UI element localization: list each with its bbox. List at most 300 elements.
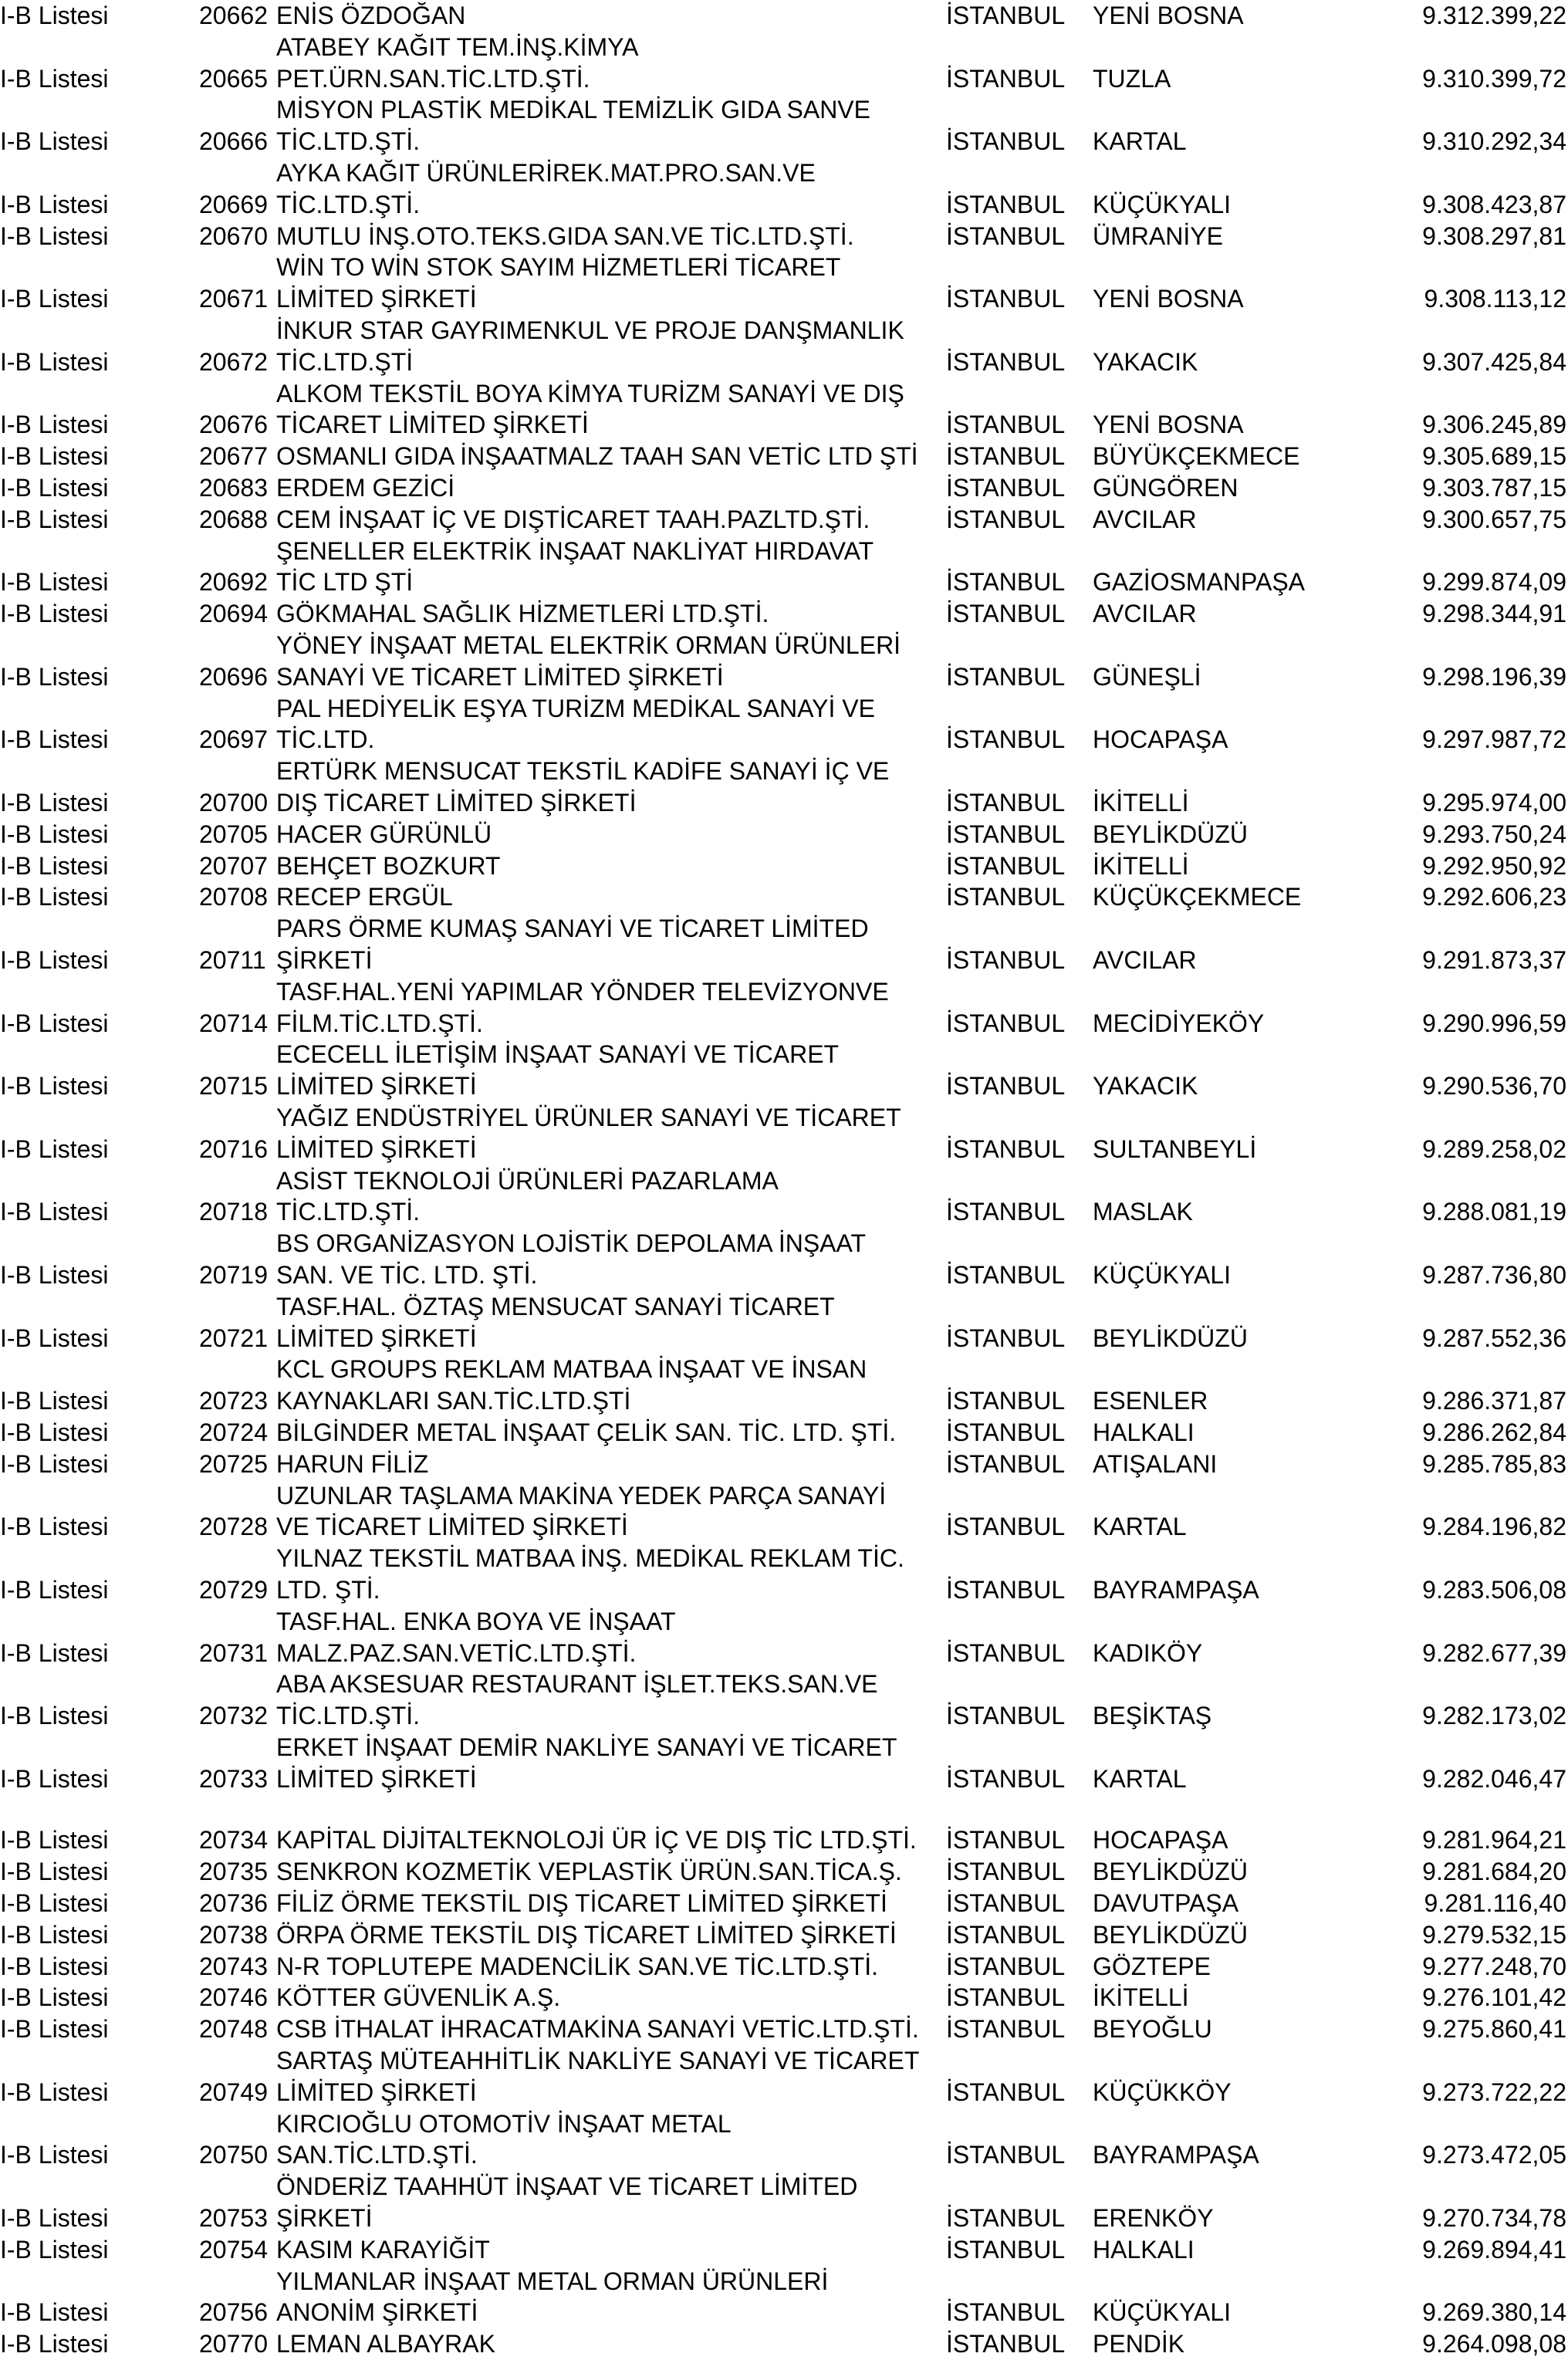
district-cell: GAZİOSMANPAŞA — [1093, 568, 1306, 597]
district-cell: KÜÇÜKÇEKMECE — [1093, 883, 1302, 911]
list-type-cell: I-B Listesi — [0, 1952, 109, 1980]
table-row — [0, 630, 1568, 693]
table-row — [0, 850, 1568, 882]
record-number-cell: 20721 — [199, 1324, 268, 1352]
table-row — [0, 157, 1568, 221]
city-cell: İSTANBUL — [946, 725, 1066, 754]
city-cell: İSTANBUL — [946, 2330, 1066, 2358]
list-type-cell: I-B Listesi — [0, 1198, 109, 1226]
list-type-cell: I-B Listesi — [0, 725, 109, 754]
city-cell: İSTANBUL — [946, 2141, 1066, 2169]
city-cell: İSTANBUL — [946, 1449, 1066, 1478]
company-name-line: VE TİCARET LİMİTED ŞİRKETİ — [276, 1513, 628, 1541]
company-name-line: ATABEY KAĞIT TEM.İNŞ.KİMYA — [276, 32, 639, 61]
amount-cell: 9.310.399,72 — [1422, 64, 1566, 93]
record-number-cell: 20670 — [199, 221, 268, 250]
company-name-line: ŞİRKETİ — [276, 2203, 373, 2232]
company-name-line: SANAYİ VE TİCARET LİMİTED ŞİRKETİ — [276, 662, 724, 691]
company-name-line: TİC.LTD. — [276, 725, 375, 754]
table-row — [0, 1982, 1568, 2013]
district-cell: KÜÇÜKYALI — [1093, 1260, 1232, 1289]
company-name-line: YILMANLAR İNŞAAT METAL ORMAN ÜRÜNLERİ — [276, 2267, 829, 2295]
district-cell: YENİ BOSNA — [1093, 2, 1244, 29]
record-number-cell: 20756 — [199, 2298, 268, 2327]
record-number-cell: 20749 — [199, 2078, 268, 2106]
district-cell: BEYOĞLU — [1093, 2015, 1212, 2044]
table-row — [0, 1919, 1568, 1951]
company-name-line: LİMİTED ŞİRKETİ — [276, 285, 477, 313]
company-name-line: LİMİTED ŞİRKETİ — [276, 1764, 477, 1793]
amount-cell: 9.288.081,19 — [1422, 1198, 1566, 1226]
district-cell: KADIKÖY — [1093, 1638, 1203, 1667]
list-type-cell: I-B Listesi — [0, 945, 109, 974]
amount-cell: 9.293.750,24 — [1422, 820, 1566, 848]
list-type-cell: I-B Listesi — [0, 64, 109, 93]
list-type-cell: I-B Listesi — [0, 568, 109, 597]
record-number-cell: 20677 — [199, 442, 268, 471]
company-name-line: ŞENELLER ELEKTRİK İNŞAAT NAKLİYAT HIRDAVAT — [276, 536, 874, 565]
list-type-cell: I-B Listesi — [0, 2078, 109, 2106]
company-name-line: ALKOM TEKSTİL BOYA KİMYA TURİZM SANAYİ VE DIŞ — [276, 379, 904, 407]
table-row — [0, 221, 1568, 252]
list-type-cell: I-B Listesi — [0, 442, 109, 471]
district-cell: BEYLİKDÜZÜ — [1093, 1858, 1248, 1886]
amount-cell: 9.310.292,34 — [1422, 127, 1566, 156]
record-number-cell: 20728 — [199, 1513, 268, 1541]
amount-cell: 9.282.046,47 — [1422, 1764, 1566, 1793]
amount-cell: 9.281.964,21 — [1422, 1826, 1566, 1855]
amount-cell: 9.285.785,83 — [1422, 1449, 1566, 1478]
list-type-cell: I-B Listesi — [0, 600, 109, 628]
amount-cell: 9.298.344,91 — [1422, 600, 1566, 628]
list-type-cell: I-B Listesi — [0, 1449, 109, 1478]
list-type-cell: I-B Listesi — [0, 1983, 109, 2012]
table-row — [0, 2108, 1568, 2172]
city-cell: İSTANBUL — [946, 820, 1066, 848]
record-number-cell: 20714 — [199, 1009, 268, 1037]
company-name-line: ÖNDERİZ TAAHHÜT İNŞAAT VE TİCARET LİMİTED — [276, 2172, 858, 2201]
list-type-cell: I-B Listesi — [0, 1764, 109, 1793]
district-cell: AVCILAR — [1093, 505, 1197, 533]
city-cell: İSTANBUL — [946, 2203, 1066, 2232]
table-row — [0, 1480, 1568, 1543]
amount-cell: 9.281.684,20 — [1422, 1858, 1566, 1886]
amount-cell: 9.300.657,75 — [1422, 505, 1566, 533]
amount-cell: 9.289.258,02 — [1422, 1134, 1566, 1163]
city-cell: İSTANBUL — [946, 190, 1066, 218]
record-number-cell: 20748 — [199, 2015, 268, 2044]
record-number-cell: 20736 — [199, 1888, 268, 1917]
table-row — [0, 2328, 1568, 2360]
table-row — [0, 1951, 1568, 1983]
company-name-line: MALZ.PAZ.SAN.VETİC.LTD.ŞTİ. — [276, 1638, 637, 1667]
company-name-line: ENİS ÖZDOĞAN — [276, 2, 466, 29]
district-cell: BEYLİKDÜZÜ — [1093, 820, 1248, 848]
list-type-cell: I-B Listesi — [0, 1920, 109, 1949]
district-cell: KÜÇÜKYALI — [1093, 2298, 1232, 2327]
city-cell: İSTANBUL — [946, 474, 1066, 502]
list-type-cell: I-B Listesi — [0, 2203, 109, 2232]
record-number-cell: 20719 — [199, 1260, 268, 1289]
list-type-cell: I-B Listesi — [0, 2, 109, 29]
district-cell: İKİTELLİ — [1093, 851, 1189, 880]
table-row — [0, 1856, 1568, 1888]
company-name-line: PET.ÜRN.SAN.TİC.LTD.ŞTİ. — [276, 64, 590, 93]
company-name-line: KASIM KARAYİĞİT — [276, 2235, 490, 2264]
amount-cell: 9.308.297,81 — [1422, 221, 1566, 250]
amount-cell: 9.281.116,40 — [1424, 1888, 1566, 1917]
list-type-cell: I-B Listesi — [0, 1858, 109, 1886]
amount-cell: 9.275.860,41 — [1422, 2015, 1566, 2044]
table-row — [0, 976, 1568, 1040]
company-name-line: DIŞ TİCARET LİMİTED ŞİRKETİ — [276, 788, 637, 817]
table-row — [0, 1228, 1568, 1291]
city-cell: İSTANBUL — [946, 851, 1066, 880]
district-cell: DAVUTPAŞA — [1093, 1888, 1239, 1917]
company-name-line: CEM İNŞAAT İÇ VE DIŞTİCARET TAAH.PAZLTD.ŞTİ. — [276, 505, 870, 533]
table-row — [0, 1165, 1568, 1229]
list-type-cell: I-B Listesi — [0, 1638, 109, 1667]
company-name-line: LEMAN ALBAYRAK — [276, 2330, 495, 2358]
company-name-line: LİMİTED ŞİRKETİ — [276, 1072, 477, 1101]
district-cell: BEŞİKTAŞ — [1093, 1702, 1212, 1730]
city-cell: İSTANBUL — [946, 662, 1066, 691]
city-cell: İSTANBUL — [946, 1638, 1066, 1667]
table-row — [0, 472, 1568, 504]
record-number-cell: 20753 — [199, 2203, 268, 2232]
record-number-cell: 20770 — [199, 2330, 268, 2358]
company-name-line: ERDEM GEZİCİ — [276, 474, 455, 502]
company-name-line: PARS ÖRME KUMAŞ SANAYİ VE TİCARET LİMİTED — [276, 915, 869, 943]
city-cell: İSTANBUL — [946, 1009, 1066, 1037]
list-type-cell: I-B Listesi — [0, 1702, 109, 1730]
city-cell: İSTANBUL — [946, 2298, 1066, 2327]
city-cell: İSTANBUL — [946, 1072, 1066, 1101]
city-cell: İSTANBUL — [946, 1513, 1066, 1541]
amount-cell: 9.297.987,72 — [1422, 725, 1566, 754]
company-name-line: BS ORGANİZASYON LOJİSTİK DEPOLAMA İNŞAAT — [276, 1229, 867, 1258]
company-name-line: WİN TO WİN STOK SAYIM HİZMETLERİ TİCARET — [276, 253, 841, 282]
company-name-line: YÖNEY İNŞAAT METAL ELEKTRİK ORMAN ÜRÜNLERİ — [276, 631, 901, 659]
record-number-cell: 20666 — [199, 127, 268, 156]
record-number-cell: 20725 — [199, 1449, 268, 1478]
record-number-cell: 20729 — [199, 1575, 268, 1604]
district-cell: KARTAL — [1093, 127, 1187, 156]
city-cell: İSTANBUL — [946, 442, 1066, 471]
table-row — [0, 819, 1568, 850]
city-cell: İSTANBUL — [946, 221, 1066, 250]
amount-cell: 9.286.262,84 — [1422, 1418, 1566, 1446]
city-cell: İSTANBUL — [946, 1702, 1066, 1730]
list-type-cell: I-B Listesi — [0, 883, 109, 911]
amount-cell: 9.307.425,84 — [1422, 347, 1566, 376]
amount-cell: 9.277.248,70 — [1422, 1952, 1566, 1980]
table-row — [0, 441, 1568, 472]
table-row — [0, 0, 1568, 32]
amount-cell: 9.279.532,15 — [1422, 1920, 1566, 1949]
company-name-line: PAL HEDİYELİK EŞYA TURİZM MEDİKAL SANAYİ VE — [276, 694, 875, 722]
table-row — [0, 1291, 1568, 1354]
table-row — [0, 1669, 1568, 1732]
district-cell: KARTAL — [1093, 1513, 1187, 1541]
company-name-line: AYKA KAĞIT ÜRÜNLERİREK.MAT.PRO.SAN.VE — [276, 159, 816, 187]
table-row — [0, 1732, 1568, 1795]
list-type-cell: I-B Listesi — [0, 1387, 109, 1415]
record-number-cell: 20696 — [199, 662, 268, 691]
district-cell: YAKACIK — [1093, 347, 1198, 376]
table-row — [0, 2266, 1568, 2329]
record-number-cell: 20683 — [199, 474, 268, 502]
district-cell: HOCAPAŞA — [1093, 725, 1228, 754]
district-cell: ÜMRANİYE — [1093, 221, 1223, 250]
amount-cell: 9.283.506,08 — [1422, 1575, 1566, 1604]
table-row — [0, 252, 1568, 315]
city-cell: İSTANBUL — [946, 883, 1066, 911]
table-row — [0, 94, 1568, 157]
city-cell: İSTANBUL — [946, 347, 1066, 376]
district-cell: GÜNGÖREN — [1093, 474, 1239, 502]
record-number-cell: 20746 — [199, 1983, 268, 2012]
company-name-line: ERKET İNŞAAT DEMİR NAKLİYE SANAYİ VE TİCARET — [276, 1733, 897, 1761]
list-type-cell: I-B Listesi — [0, 347, 109, 376]
table-row — [0, 1039, 1568, 1102]
company-name-line: ABA AKSESUAR RESTAURANT İŞLET.TEKS.SAN.VE — [276, 1670, 878, 1699]
company-name-line: TİC.LTD.ŞTİ. — [276, 127, 421, 156]
district-cell: BAYRAMPAŞA — [1093, 2141, 1259, 2169]
city-cell: İSTANBUL — [946, 1387, 1066, 1415]
record-number-cell: 20718 — [199, 1198, 268, 1226]
table-row — [0, 1417, 1568, 1449]
list-type-cell: I-B Listesi — [0, 1260, 109, 1289]
city-cell: İSTANBUL — [946, 2, 1066, 29]
amount-cell: 9.295.974,00 — [1422, 788, 1566, 817]
company-name-line: KÖTTER GÜVENLİK A.Ş. — [276, 1983, 561, 2012]
company-name-line: TİCARET LİMİTED ŞİRKETİ — [276, 411, 589, 439]
amount-cell: 9.299.874,09 — [1422, 568, 1566, 597]
table-row — [0, 315, 1568, 378]
list-type-cell: I-B Listesi — [0, 788, 109, 817]
city-cell: İSTANBUL — [946, 64, 1066, 93]
list-type-cell: I-B Listesi — [0, 2235, 109, 2264]
list-type-cell: I-B Listesi — [0, 2141, 109, 2169]
company-name-line: TİC LTD ŞTİ — [276, 568, 414, 597]
amount-cell: 9.287.552,36 — [1422, 1324, 1566, 1352]
company-name-line: CSB İTHALAT İHRACATMAKİNA SANAYİ VETİC.LTD.ŞTİ. — [276, 2015, 919, 2044]
table-row — [0, 2013, 1568, 2045]
company-name-line: TİC.LTD.ŞTİ. — [276, 1198, 421, 1226]
amount-cell: 9.290.536,70 — [1422, 1072, 1566, 1101]
company-name-line: TASF.HAL. ENKA BOYA VE İNŞAAT — [276, 1607, 676, 1635]
record-number-cell: 20662 — [199, 2, 268, 29]
list-type-cell: I-B Listesi — [0, 662, 109, 691]
record-number-cell: 20669 — [199, 190, 268, 218]
table-row — [0, 693, 1568, 756]
company-name-line: TİC.LTD.ŞTİ. — [276, 1702, 421, 1730]
district-cell: TUZLA — [1093, 64, 1171, 93]
city-cell: İSTANBUL — [946, 945, 1066, 974]
list-type-cell: I-B Listesi — [0, 505, 109, 533]
record-number-cell: 20724 — [199, 1418, 268, 1446]
city-cell: İSTANBUL — [946, 1764, 1066, 1793]
record-number-cell: 20700 — [199, 788, 268, 817]
city-cell: İSTANBUL — [946, 1920, 1066, 1949]
table-row — [0, 2234, 1568, 2266]
amount-cell: 9.306.245,89 — [1422, 411, 1566, 439]
district-cell: YENİ BOSNA — [1093, 411, 1244, 439]
table-row — [0, 881, 1568, 913]
amount-cell: 9.282.677,39 — [1422, 1638, 1566, 1667]
company-name-line: LİMİTED ŞİRKETİ — [276, 2078, 477, 2106]
company-name-line: MUTLU İNŞ.OTO.TEKS.GIDA SAN.VE TİC.LTD.ŞTİ. — [276, 221, 854, 250]
record-number-cell: 20707 — [199, 851, 268, 880]
company-name-line: KAPİTAL DİJİTALTEKNOLOJİ ÜR İÇ VE DIŞ TİC LTD.ŞTİ. — [276, 1826, 917, 1855]
city-cell: İSTANBUL — [946, 1983, 1066, 2012]
amount-cell: 9.298.196,39 — [1422, 662, 1566, 691]
amount-cell: 9.284.196,82 — [1422, 1513, 1566, 1541]
amount-cell: 9.282.173,02 — [1422, 1702, 1566, 1730]
district-cell: İKİTELLİ — [1093, 788, 1189, 817]
district-cell: BAYRAMPAŞA — [1093, 1575, 1259, 1604]
list-type-cell: I-B Listesi — [0, 1134, 109, 1163]
district-cell: HALKALI — [1093, 2235, 1195, 2264]
company-name-line: SAN. VE TİC. LTD. ŞTİ. — [276, 1260, 538, 1289]
city-cell: İSTANBUL — [946, 1575, 1066, 1604]
list-type-cell: I-B Listesi — [0, 474, 109, 502]
city-cell: İSTANBUL — [946, 1260, 1066, 1289]
list-type-cell: I-B Listesi — [0, 285, 109, 313]
company-name-line: LİMİTED ŞİRKETİ — [276, 1324, 477, 1352]
list-type-cell: I-B Listesi — [0, 1072, 109, 1101]
record-number-cell: 20754 — [199, 2235, 268, 2264]
record-number-cell: 20671 — [199, 285, 268, 313]
record-number-cell: 20697 — [199, 725, 268, 754]
list-type-cell: I-B Listesi — [0, 221, 109, 250]
record-number-cell: 20688 — [199, 505, 268, 533]
list-type-cell: I-B Listesi — [0, 127, 109, 156]
company-name-line: FİLİZ ÖRME TEKSTİL DIŞ TİCARET LİMİTED ŞİRKETİ — [276, 1888, 887, 1917]
amount-cell: 9.276.101,42 — [1422, 1983, 1566, 2012]
amount-cell: 9.308.423,87 — [1422, 190, 1566, 218]
district-cell: GÖZTEPE — [1093, 1952, 1211, 1980]
company-name-line: ASİST TEKNOLOJİ ÜRÜNLERİ PAZARLAMA — [276, 1166, 779, 1195]
amount-cell: 9.312.399,22 — [1422, 2, 1566, 29]
amount-cell: 9.264.098,08 — [1422, 2330, 1566, 2358]
city-cell: İSTANBUL — [946, 127, 1066, 156]
list-type-cell: I-B Listesi — [0, 1826, 109, 1855]
amount-cell: 9.305.689,15 — [1422, 442, 1566, 471]
record-number-cell: 20735 — [199, 1858, 268, 1886]
list-type-cell: I-B Listesi — [0, 2015, 109, 2044]
amount-cell: 9.270.734,78 — [1422, 2203, 1566, 2232]
company-name-line: BİLGİNDER METAL İNŞAAT ÇELİK SAN. TİC. LTD. ŞTİ. — [276, 1418, 897, 1446]
list-type-cell: I-B Listesi — [0, 1418, 109, 1446]
city-cell: İSTANBUL — [946, 505, 1066, 533]
company-name-line: MİSYON PLASTİK MEDİKAL TEMİZLİK GIDA SANVE — [276, 96, 870, 124]
district-cell: YENİ BOSNA — [1093, 285, 1244, 313]
company-name-line: ANONİM ŞİRKETİ — [276, 2298, 478, 2327]
district-cell: MECİDİYEKÖY — [1093, 1009, 1265, 1037]
district-cell: BEYLİKDÜZÜ — [1093, 1920, 1248, 1949]
district-cell: KARTAL — [1093, 1764, 1187, 1793]
record-number-cell: 20734 — [199, 1826, 268, 1855]
district-cell: SULTANBEYLİ — [1093, 1134, 1257, 1163]
table-row — [0, 913, 1568, 976]
company-name-line: ÖRPA ÖRME TEKSTİL DIŞ TİCARET LİMİTED ŞİRKETİ — [276, 1920, 897, 1949]
district-cell: BEYLİKDÜZÜ — [1093, 1324, 1248, 1352]
table-row — [0, 756, 1568, 819]
list-type-cell: I-B Listesi — [0, 1575, 109, 1604]
record-number-cell: 20733 — [199, 1764, 268, 1793]
table-row — [0, 378, 1568, 441]
city-cell: İSTANBUL — [946, 1858, 1066, 1886]
company-name-line: LİMİTED ŞİRKETİ — [276, 1134, 477, 1163]
company-name-line: TİC.LTD.ŞTİ — [276, 347, 414, 376]
record-number-cell: 20665 — [199, 64, 268, 93]
district-cell: GÜNEŞLİ — [1093, 662, 1201, 691]
list-type-cell: I-B Listesi — [0, 2330, 109, 2358]
company-name-line: FİLM.TİC.LTD.ŞTİ. — [276, 1009, 483, 1037]
list-type-cell: I-B Listesi — [0, 1324, 109, 1352]
company-name-line: BEHÇET BOZKURT — [276, 851, 501, 880]
city-cell: İSTANBUL — [946, 1418, 1066, 1446]
district-cell: ESENLER — [1093, 1387, 1208, 1415]
table-row — [0, 536, 1568, 599]
district-cell: AVCILAR — [1093, 600, 1197, 628]
district-cell: HOCAPAŞA — [1093, 1826, 1228, 1855]
company-name-line: SARTAŞ MÜTEAHHİTLİK NAKLİYE SANAYİ VE TİCARET — [276, 2046, 920, 2074]
record-number-cell: 20731 — [199, 1638, 268, 1667]
list-type-cell: I-B Listesi — [0, 820, 109, 848]
city-cell: İSTANBUL — [946, 1952, 1066, 1980]
city-cell: İSTANBUL — [946, 2078, 1066, 2106]
company-name-line: TASF.HAL.YENİ YAPIMLAR YÖNDER TELEVİZYONVE — [276, 977, 889, 1006]
district-cell: MASLAK — [1093, 1198, 1193, 1226]
list-type-cell: I-B Listesi — [0, 1888, 109, 1917]
company-name-line: İNKUR STAR GAYRIMENKUL VE PROJE DANŞMANLIK — [276, 316, 904, 344]
table-row — [0, 1543, 1568, 1606]
record-number-cell: 20694 — [199, 600, 268, 628]
city-cell: İSTANBUL — [946, 1134, 1066, 1163]
city-cell: İSTANBUL — [946, 568, 1066, 597]
district-cell: PENDİK — [1093, 2330, 1185, 2358]
record-number-cell: 20716 — [199, 1134, 268, 1163]
record-number-cell: 20738 — [199, 1920, 268, 1949]
list-type-cell: I-B Listesi — [0, 1513, 109, 1541]
table-row — [0, 32, 1568, 95]
district-cell: ATIŞALANI — [1093, 1449, 1218, 1478]
city-cell: İSTANBUL — [946, 788, 1066, 817]
company-name-line: TİC.LTD.ŞTİ. — [276, 190, 421, 218]
company-name-line: OSMANLI GIDA İNŞAATMALZ TAAH SAN VETİC LTD ŞTİ — [276, 442, 918, 471]
amount-cell: 9.292.606,23 — [1422, 883, 1566, 911]
company-name-line: ŞİRKETİ — [276, 945, 373, 974]
city-cell: İSTANBUL — [946, 1826, 1066, 1855]
table-row — [0, 504, 1568, 536]
table-row — [0, 1354, 1568, 1417]
city-cell: İSTANBUL — [946, 600, 1066, 628]
list-type-cell: I-B Listesi — [0, 2298, 109, 2327]
company-name-line: UZUNLAR TAŞLAMA MAKİNA YEDEK PARÇA SANAYİ — [276, 1481, 887, 1510]
record-number-cell: 20732 — [199, 1702, 268, 1730]
amount-cell: 9.303.787,15 — [1422, 474, 1566, 502]
record-number-cell: 20705 — [199, 820, 268, 848]
district-cell: KÜÇÜKKÖY — [1093, 2078, 1232, 2106]
company-name-line: LTD. ŞTİ. — [276, 1575, 380, 1604]
company-name-line: ERTÜRK MENSUCAT TEKSTİL KADİFE SANAYİ İÇ VE — [276, 757, 890, 786]
company-name-line: YAĞIZ ENDÜSTRİYEL ÜRÜNLER SANAYİ VE TİCARET — [276, 1104, 901, 1131]
record-number-cell: 20723 — [199, 1387, 268, 1415]
city-cell: İSTANBUL — [946, 2235, 1066, 2264]
